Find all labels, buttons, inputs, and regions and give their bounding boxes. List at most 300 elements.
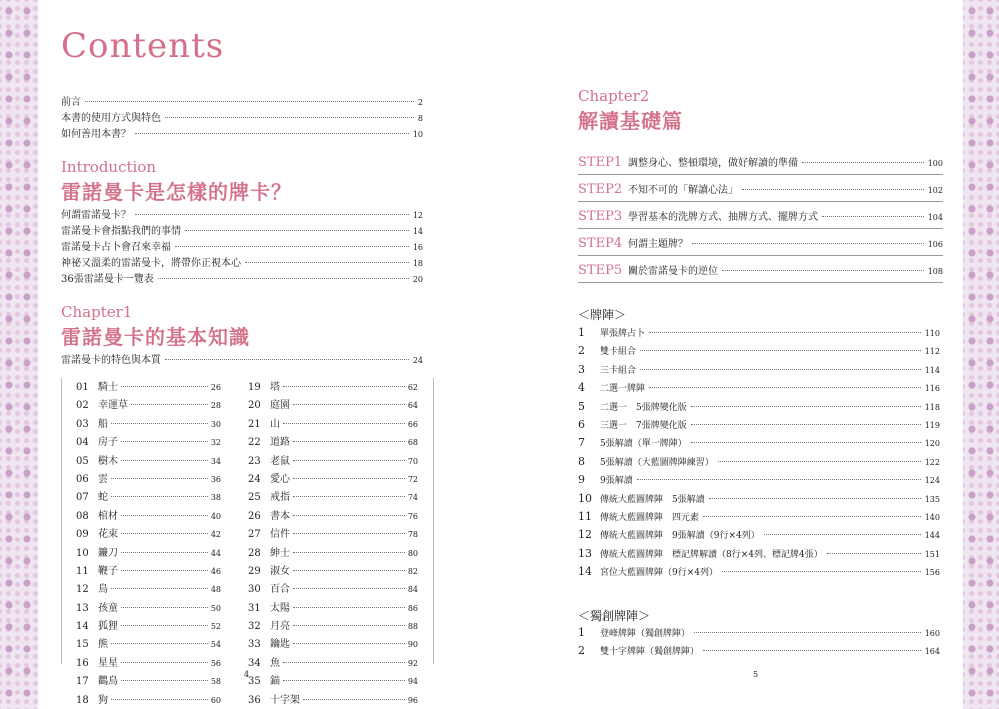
card-page: 42 — [210, 530, 221, 540]
card-name: 孩童 — [98, 602, 118, 614]
card-name: 紳士 — [270, 547, 290, 559]
card-page: 36 — [210, 474, 221, 484]
card-page: 66 — [407, 419, 418, 429]
spread-number: 6 — [578, 417, 585, 431]
step-entry[interactable] — [578, 256, 943, 283]
left-page — [38, 0, 458, 709]
card-entry[interactable] — [76, 635, 221, 653]
card-name: 老鼠 — [270, 455, 290, 467]
spread-number: 10 — [578, 491, 592, 505]
card-number: 13 — [76, 602, 89, 614]
spread-number: 13 — [578, 546, 592, 560]
leader-dots — [718, 461, 921, 462]
chapter2-en: Chapter2 — [578, 87, 650, 105]
card-page: 90 — [407, 640, 418, 650]
leader-dots — [293, 570, 405, 571]
card-entry[interactable] — [76, 580, 221, 598]
card-entry[interactable] — [76, 433, 221, 451]
card-entry[interactable] — [248, 691, 418, 709]
leader-dots — [121, 680, 208, 681]
leader-dots — [293, 533, 405, 534]
card-name: 魚 — [270, 657, 280, 669]
card-number: 27 — [248, 529, 261, 541]
leader-dots — [283, 423, 405, 424]
spread-page: 118 — [924, 402, 940, 412]
divider — [61, 378, 62, 664]
card-entry[interactable] — [248, 525, 418, 543]
card-name: 狐狸 — [98, 621, 118, 633]
spread-entry[interactable] — [578, 344, 940, 362]
chapter1-en: Chapter1 — [61, 303, 133, 321]
spread-title: 5張解讀（大藍圖牌陣練習） — [600, 457, 714, 468]
leader-dots — [709, 498, 921, 499]
card-number: 04 — [76, 437, 89, 449]
spread-title: 9張解讀 — [600, 476, 633, 487]
spread-title: 5張解讀（單一牌陣） — [600, 439, 687, 450]
card-number: 32 — [248, 621, 261, 633]
card-entry[interactable] — [248, 562, 418, 580]
card-name: 錨 — [270, 676, 280, 688]
toc-entry[interactable] — [61, 206, 423, 222]
card-number: 10 — [76, 547, 89, 559]
toc-entry[interactable] — [61, 270, 423, 286]
introduction-list — [61, 206, 423, 286]
spread-entry[interactable] — [578, 528, 940, 546]
spread-title: 單張牌占卜 — [600, 329, 646, 339]
leader-dots — [121, 460, 208, 461]
card-entry[interactable] — [248, 378, 418, 396]
card-number: 19 — [248, 382, 261, 393]
card-page: 56 — [210, 658, 221, 668]
step-page: 108 — [927, 267, 943, 276]
toc-entry[interactable] — [61, 93, 423, 109]
card-page: 94 — [407, 677, 418, 687]
card-name: 鳥 — [98, 584, 108, 596]
step-title: 何謂主題牌？ — [628, 239, 688, 250]
spread-entry[interactable] — [578, 326, 940, 344]
leader-dots — [293, 441, 405, 442]
card-page: 30 — [210, 419, 221, 429]
card-entry[interactable] — [248, 470, 418, 488]
leader-dots — [135, 133, 409, 134]
card-number: 35 — [248, 676, 261, 688]
leader-dots — [111, 588, 208, 589]
card-number: 17 — [76, 676, 89, 688]
toc-entry-page: 8 — [417, 114, 423, 123]
card-entry[interactable] — [248, 396, 418, 414]
spread-page: 124 — [924, 476, 940, 486]
leader-dots — [692, 243, 924, 244]
leader-dots — [722, 571, 921, 572]
step-entry[interactable] — [578, 175, 943, 202]
spread-number: 2 — [578, 644, 585, 658]
spread-entry[interactable] — [578, 455, 940, 473]
spread-title: 傳統大藍圖牌陣 9張解讀（9行×4列） — [600, 531, 760, 542]
card-name: 戒指 — [270, 492, 290, 504]
card-name: 山 — [270, 418, 280, 430]
spread-entry[interactable] — [578, 473, 940, 491]
toc-entry-page: 18 — [412, 259, 423, 268]
spread-title: 登峰牌陣（獨創牌陣） — [600, 629, 691, 639]
toc-entry[interactable] — [61, 254, 423, 270]
leader-dots — [175, 246, 409, 247]
spread-entry[interactable] — [578, 363, 940, 381]
card-number: 12 — [76, 584, 89, 596]
card-entry[interactable] — [248, 672, 418, 690]
leader-dots — [131, 404, 208, 405]
spread-number: 1 — [578, 326, 585, 339]
step-label: STEP3 — [578, 209, 623, 224]
card-name: 月亮 — [270, 621, 290, 633]
card-entry[interactable] — [76, 672, 221, 690]
card-page: 54 — [210, 640, 221, 650]
card-number: 36 — [248, 694, 261, 706]
leader-dots — [111, 699, 208, 700]
leader-dots — [121, 386, 208, 387]
card-entry[interactable] — [248, 488, 418, 506]
card-column-b — [248, 378, 418, 709]
card-entry[interactable] — [76, 452, 221, 470]
card-entry[interactable] — [248, 599, 418, 617]
card-page: 34 — [210, 456, 221, 466]
card-page: 92 — [407, 658, 418, 668]
card-page: 68 — [407, 438, 418, 448]
card-page: 26 — [210, 383, 221, 392]
spread-page: 112 — [924, 347, 940, 357]
card-number: 25 — [248, 492, 261, 504]
step-entry[interactable] — [578, 229, 943, 256]
page-number: 4 — [244, 670, 250, 679]
card-number: 34 — [248, 657, 261, 669]
spread-page: 151 — [924, 549, 940, 559]
step-list — [578, 148, 943, 283]
spread-page: 140 — [924, 512, 940, 522]
card-page: 74 — [407, 493, 418, 503]
leader-dots — [293, 515, 405, 516]
spread-number: 14 — [578, 565, 592, 579]
original-spreads-heading: ＜獨創牌陣＞ — [578, 609, 651, 623]
leader-dots — [185, 230, 409, 231]
card-entry[interactable] — [76, 378, 221, 396]
leader-dots — [802, 162, 924, 163]
card-number: 09 — [76, 529, 89, 541]
leader-dots — [637, 479, 921, 480]
card-entry[interactable] — [76, 599, 221, 617]
card-name: 星星 — [98, 657, 118, 669]
card-name: 狗 — [98, 694, 108, 706]
leader-dots — [135, 214, 409, 215]
card-entry[interactable] — [248, 654, 418, 672]
spread-number: 12 — [578, 528, 592, 542]
toc-entry-title: 本書的使用方式與特色 — [61, 113, 161, 124]
card-name: 淑女 — [270, 565, 290, 577]
card-entry[interactable] — [76, 507, 221, 525]
card-name: 雲 — [98, 473, 108, 485]
card-entry[interactable] — [248, 433, 418, 451]
contents-title: Contents — [61, 26, 225, 66]
card-name: 船 — [98, 418, 108, 430]
chapter1-subtitle[interactable] — [61, 351, 423, 367]
leader-dots — [121, 533, 208, 534]
spread-entry[interactable] — [578, 644, 940, 662]
step-title: 不知不可的「解讀心法」 — [628, 185, 738, 196]
leader-dots — [691, 424, 921, 425]
leader-dots — [722, 270, 924, 271]
card-name: 騎士 — [98, 382, 118, 393]
leader-dots — [827, 553, 921, 554]
card-entry[interactable] — [248, 507, 418, 525]
card-name: 幸運草 — [98, 400, 128, 412]
leader-dots — [283, 680, 405, 681]
toc-entry[interactable] — [61, 238, 423, 254]
toc-entry-page: 10 — [412, 130, 423, 139]
spread-entry[interactable] — [578, 626, 940, 644]
card-page: 78 — [407, 530, 418, 540]
card-entry[interactable] — [76, 488, 221, 506]
card-name: 花束 — [98, 529, 118, 541]
step-entry[interactable] — [578, 202, 943, 229]
toc-entry-page: 2 — [417, 98, 423, 107]
right-page — [520, 0, 960, 709]
card-number: 20 — [248, 400, 261, 412]
leader-dots — [293, 552, 405, 553]
card-page: 76 — [407, 511, 418, 521]
floral-border-right — [963, 0, 999, 709]
card-number: 31 — [248, 602, 261, 614]
card-number: 03 — [76, 418, 89, 430]
card-entry[interactable] — [76, 691, 221, 709]
leader-dots — [111, 478, 208, 479]
introduction-heading — [61, 158, 292, 205]
step-label: STEP5 — [578, 263, 623, 278]
card-number: 14 — [76, 621, 89, 633]
toc-entry-title: 36張雷諾曼卡一覽表 — [61, 274, 154, 285]
card-number: 06 — [76, 473, 89, 485]
card-page: 86 — [407, 603, 418, 613]
spread-page: 110 — [924, 329, 940, 338]
leader-dots — [691, 442, 921, 443]
spread-page: 114 — [924, 365, 940, 375]
leader-dots — [121, 625, 208, 626]
card-page: 82 — [407, 566, 418, 576]
card-name: 蛇 — [98, 492, 108, 504]
card-number: 11 — [76, 565, 89, 577]
card-entry[interactable] — [248, 415, 418, 433]
leader-dots — [283, 386, 405, 387]
leader-dots — [121, 441, 208, 442]
leader-dots — [293, 478, 405, 479]
spread-page: 119 — [924, 420, 940, 430]
leader-dots — [703, 650, 921, 651]
card-entry[interactable] — [248, 580, 418, 598]
card-number: 24 — [248, 473, 261, 485]
leader-dots — [111, 643, 208, 644]
step-label: STEP2 — [578, 182, 623, 197]
spread-title: 雙卡組合 — [600, 347, 637, 358]
spread-entry[interactable] — [578, 565, 940, 583]
spread-entry[interactable] — [578, 400, 940, 418]
leader-dots — [245, 262, 409, 263]
chapter2-zh: 解讀基礎篇 — [578, 109, 683, 133]
leader-dots — [822, 216, 924, 217]
spread-entry[interactable] — [578, 492, 940, 510]
spread-number: 2 — [578, 344, 585, 358]
leader-dots — [121, 515, 208, 516]
card-name: 百合 — [270, 584, 290, 596]
card-page: 32 — [210, 438, 221, 448]
card-entry[interactable] — [248, 544, 418, 562]
card-number: 30 — [248, 584, 261, 596]
card-name: 道路 — [270, 437, 290, 449]
card-entry[interactable] — [76, 617, 221, 635]
leader-dots — [293, 643, 405, 644]
spread-page: 122 — [924, 457, 940, 467]
card-entry[interactable] — [248, 617, 418, 635]
spread-page: 160 — [924, 629, 940, 638]
leader-dots — [165, 117, 414, 118]
step-label: STEP4 — [578, 236, 623, 251]
card-entry[interactable] — [76, 396, 221, 414]
leader-dots — [293, 404, 405, 405]
page-number: 5 — [753, 670, 759, 679]
card-page: 38 — [210, 493, 221, 503]
card-entry[interactable] — [76, 470, 221, 488]
spread-number: 7 — [578, 436, 585, 450]
card-entry[interactable] — [76, 415, 221, 433]
spread-page: 164 — [924, 647, 940, 657]
spread-page: 144 — [924, 531, 940, 541]
card-page: 70 — [407, 456, 418, 466]
toc-entry[interactable] — [61, 109, 423, 125]
spread-title: 三卡組合 — [600, 365, 637, 376]
spread-title: 二選一牌陣 — [600, 384, 646, 395]
card-page: 40 — [210, 511, 221, 521]
leader-dots — [293, 496, 405, 497]
spread-title: 傳統大藍圖牌陣 標記牌解讀（8行×4列、標記牌4張） — [600, 549, 823, 560]
spread-entry[interactable] — [578, 547, 940, 565]
card-page: 72 — [407, 474, 418, 484]
card-entry[interactable] — [76, 525, 221, 543]
step-entry[interactable] — [578, 148, 943, 175]
spread-title: 傳統大藍圖牌陣 四元素 — [600, 512, 700, 523]
step-page: 102 — [927, 186, 943, 195]
card-number: 07 — [76, 492, 89, 504]
card-number: 01 — [76, 382, 89, 393]
leader-dots — [640, 350, 921, 351]
card-entry[interactable] — [76, 562, 221, 580]
original-spread-list — [578, 626, 940, 663]
spread-number: 5 — [578, 399, 585, 413]
spread-entry[interactable] — [578, 381, 940, 399]
card-name: 信件 — [270, 529, 290, 541]
toc-entry-title: 前言 — [61, 97, 81, 108]
card-entry[interactable] — [248, 452, 418, 470]
card-page: 46 — [210, 566, 221, 576]
spread-entry[interactable] — [578, 510, 940, 528]
leader-dots — [121, 552, 208, 553]
toc-entry[interactable] — [61, 125, 423, 141]
card-number: 16 — [76, 657, 89, 669]
leader-dots — [691, 406, 921, 407]
card-name: 塔 — [270, 382, 280, 393]
leader-dots — [293, 588, 405, 589]
leader-dots — [764, 534, 921, 535]
card-entry[interactable] — [76, 654, 221, 672]
step-page: 104 — [927, 213, 943, 222]
introduction-en: Introduction — [61, 158, 156, 176]
leader-dots — [649, 332, 921, 333]
toc-entry-page: 12 — [412, 211, 423, 220]
card-number: 29 — [248, 565, 261, 577]
leader-dots — [742, 189, 924, 190]
leader-dots — [85, 101, 414, 102]
spread-title: 傳統大藍圖牌陣 5張解讀 — [600, 494, 705, 505]
card-page: 60 — [210, 695, 221, 705]
card-name: 樹木 — [98, 455, 118, 467]
leader-dots — [121, 662, 208, 663]
card-name: 書本 — [270, 510, 290, 522]
card-entry[interactable] — [248, 635, 418, 653]
spread-number: 11 — [578, 509, 592, 523]
spread-page: 120 — [924, 439, 940, 449]
card-column-a — [76, 378, 221, 709]
card-number: 33 — [248, 639, 261, 651]
spread-number: 3 — [578, 362, 585, 376]
toc-entry[interactable] — [61, 222, 423, 238]
spread-entry[interactable] — [578, 418, 940, 436]
card-page: 84 — [407, 585, 418, 595]
leader-dots — [121, 570, 208, 571]
card-number: 21 — [248, 418, 261, 430]
card-number: 15 — [76, 639, 89, 651]
chapter1-zh: 雷諾曼卡的基本知識 — [61, 325, 250, 349]
card-index — [61, 378, 458, 706]
card-page: 58 — [210, 677, 221, 687]
leader-dots — [694, 632, 921, 633]
leader-dots — [283, 662, 405, 663]
spread-page: 116 — [924, 384, 940, 394]
card-number: 05 — [76, 455, 89, 467]
spread-list — [578, 326, 940, 583]
card-number: 23 — [248, 455, 261, 467]
chapter1-subtitle-title: 雷諾曼卡的特色與本質 — [61, 355, 161, 366]
leader-dots — [111, 496, 208, 497]
spread-entry[interactable] — [578, 436, 940, 454]
card-page: 44 — [210, 548, 221, 558]
card-page: 80 — [407, 548, 418, 558]
toc-entry-page: 16 — [412, 243, 423, 252]
card-name: 鑰匙 — [270, 639, 290, 651]
chapter1-heading — [61, 303, 250, 350]
step-title: 關於雷諾曼卡的逆位 — [628, 266, 718, 277]
leader-dots — [293, 607, 405, 608]
card-entry[interactable] — [76, 544, 221, 562]
toc-entry-title: 神祕又溫柔的雷諾曼卡，將帶你正視本心 — [61, 258, 241, 269]
card-number: 02 — [76, 400, 89, 412]
card-page: 88 — [407, 622, 418, 632]
card-page: 48 — [210, 585, 221, 595]
toc-entry-page: 20 — [412, 275, 423, 284]
toc-entry-title: 雷諾曼卡會指點我們的事情 — [61, 226, 181, 237]
introduction-zh: 雷諾曼卡是怎樣的牌卡？ — [61, 180, 292, 204]
spread-title: 三選一 7張牌變化版 — [600, 420, 687, 431]
leader-dots — [649, 387, 921, 388]
leader-dots — [121, 607, 208, 608]
leader-dots — [640, 369, 921, 370]
card-name: 棺材 — [98, 510, 118, 522]
floral-border-left — [0, 0, 38, 709]
card-name: 庭園 — [270, 400, 290, 412]
